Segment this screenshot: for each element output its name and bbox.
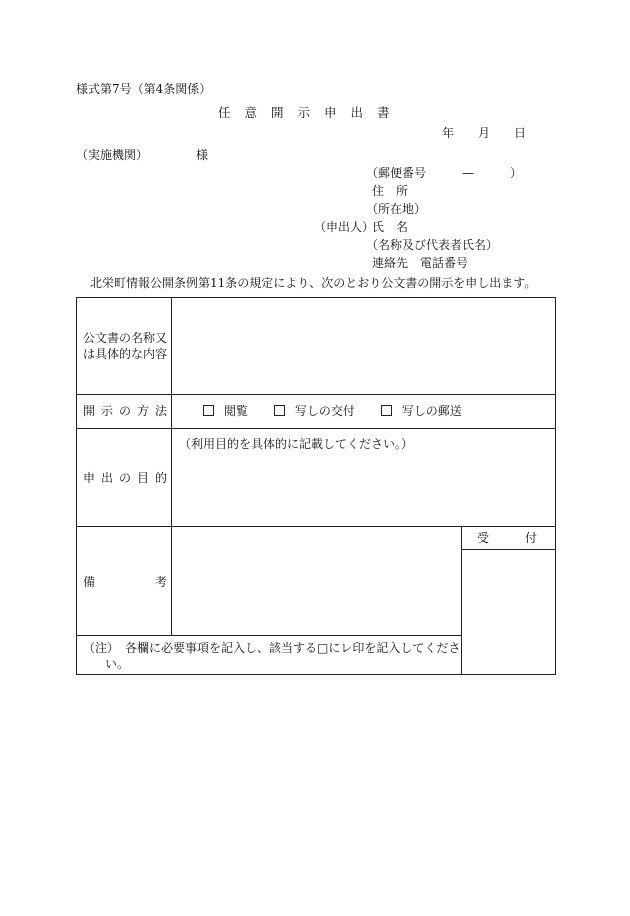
org-name-label: （名称及び代表者氏名） [366,238,499,252]
option-viewing[interactable]: 閲覧 [203,404,248,418]
receipt-stamp-area [463,551,553,673]
option-copy-delivery[interactable]: 写しの交付 [274,404,355,418]
contact-label: 連絡先 電話番号 [372,256,469,270]
request-form-table [76,297,556,675]
addressee-label: （実施機関） [76,148,149,162]
remarks-label-left: 備 [83,575,96,589]
checkbox-copy-mail[interactable] [381,405,392,416]
note-line-1: （注） 各欄に必要事項を記入し、該当する□にレ印を記入してくださ [83,641,461,655]
option-copy-mail[interactable]: 写しの郵送 [381,404,462,418]
form-title: 任意開示申出書 [218,105,404,120]
purpose-label: 申出の目的 [83,471,174,485]
date-line: 年 月 日 [442,126,527,140]
applicant-role-label: （申出人） [314,220,375,234]
checkbox-viewing[interactable] [203,405,214,416]
disclosure-method-options [203,403,484,419]
name-label: 氏 名 [372,220,409,234]
address-label: 住 所 [372,184,409,198]
receipt-label: 受 付 [477,531,538,545]
intro-statement: 北栄町情報公開条例第11条の規定により、次のとおり公文書の開示を申し出ます。 [90,276,537,290]
purpose-instruction: （利用目的を具体的に記載してください。） [179,437,414,451]
disclosure-method-label: 開示の方法 [83,404,174,418]
form-number: 様式第7号（第4条関係） [76,82,212,96]
document-name-field[interactable] [173,300,459,392]
document-name-label: 公文書の名称又 は具体的な内容 [83,331,168,361]
postal-code-line: （郵便番号 — ） [366,166,523,180]
remarks-label-right: 考 [155,575,168,589]
note-line-2: い。 [105,657,130,671]
checkbox-copy-delivery[interactable] [274,405,285,416]
remarks-field[interactable] [173,528,459,633]
location-label: （所在地） [366,202,427,216]
honorific: 様 [196,148,209,162]
